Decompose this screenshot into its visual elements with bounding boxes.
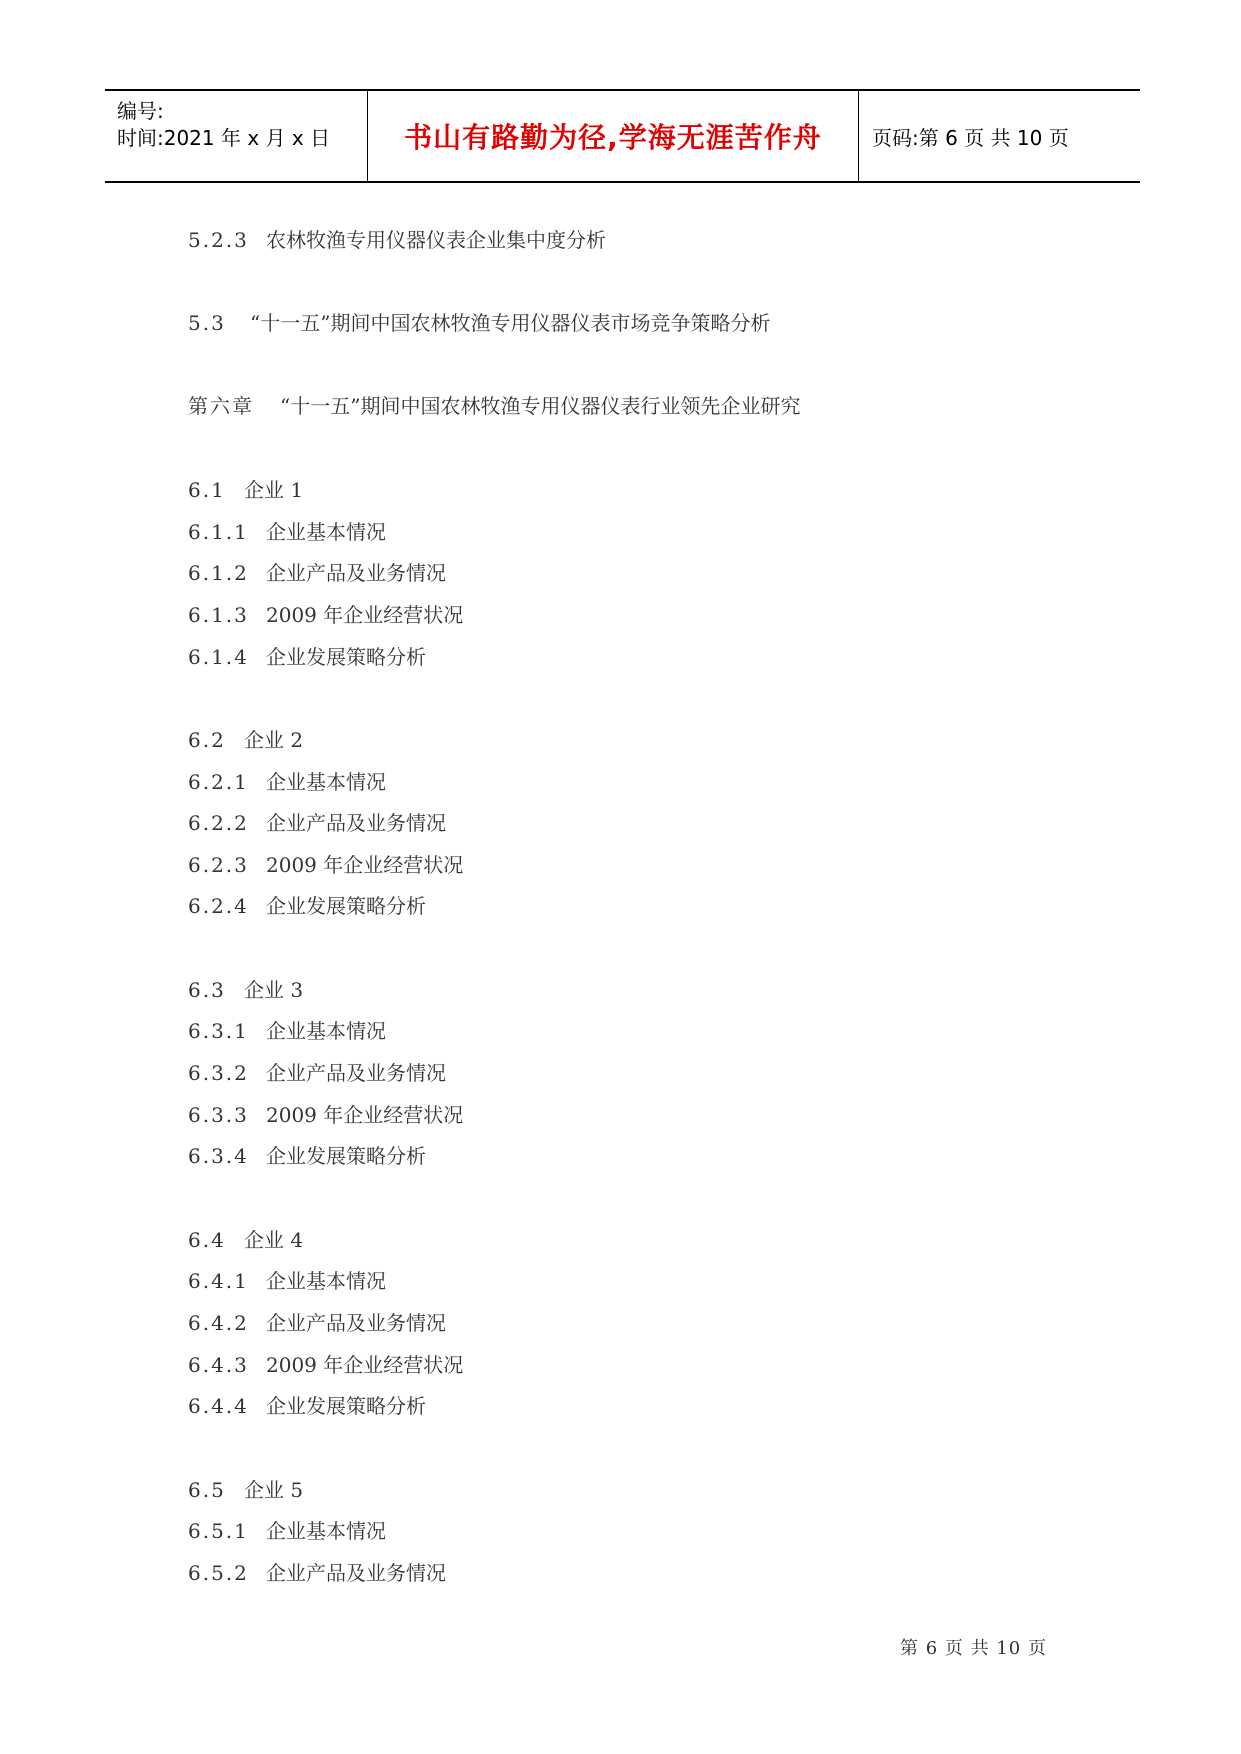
- toc-entry-title: 2009 年企业经营状况: [266, 1103, 464, 1127]
- toc-entry: [188, 1353, 463, 1377]
- toc-entry: [188, 811, 446, 835]
- toc-entry-title: 企业发展策略分析: [266, 645, 426, 669]
- toc-entry-number: 6.4.2: [188, 1311, 249, 1335]
- toc-entry: [188, 520, 386, 544]
- toc-entry-title: 企业产品及业务情况: [266, 1311, 446, 1335]
- toc-entry-number: 5.3: [188, 311, 226, 335]
- toc-entry: [188, 1019, 386, 1043]
- toc-entry-number: 6.2.3: [188, 853, 249, 877]
- header-page-cell: [859, 91, 1140, 181]
- toc-entry-number: 6.5: [188, 1478, 226, 1502]
- toc-entry-number: 6.4.4: [188, 1394, 249, 1418]
- toc-entry-title: 2009 年企业经营状况: [266, 853, 464, 877]
- toc-entry-title: 农林牧渔专用仪器仪表企业集中度分析: [266, 228, 606, 252]
- toc-entry-number: 6.1.4: [188, 645, 249, 669]
- toc-entry-title: 企业产品及业务情况: [266, 811, 446, 835]
- toc-entry: [188, 1519, 386, 1543]
- toc-entry: [188, 1561, 446, 1585]
- toc-entry: [188, 1061, 446, 1085]
- toc-entry-title: 企业产品及业务情况: [266, 1061, 446, 1085]
- toc-entry-number: 6.2: [188, 728, 226, 752]
- toc-entry: [188, 894, 426, 918]
- header-info-cell: [105, 91, 368, 181]
- toc-entry: [188, 1144, 426, 1168]
- toc-entry: [188, 311, 770, 335]
- motto-text: 书山有路勤为径,学海无涯苦作舟: [404, 121, 822, 154]
- header-table: [105, 89, 1140, 183]
- toc-entry: [188, 561, 446, 585]
- toc-entry-number: 6.1.3: [188, 603, 249, 627]
- toc-entry-title: 2009 年企业经营状况: [266, 1353, 464, 1377]
- toc-entry-number: 6.2.2: [188, 811, 249, 835]
- toc-entry: [188, 1103, 463, 1127]
- toc-entry-title: 企业 3: [244, 978, 304, 1002]
- toc-entry-title: 企业产品及业务情况: [266, 561, 446, 585]
- toc-entry: [188, 228, 606, 252]
- toc-entry-number: 6.1.1: [188, 520, 249, 544]
- time-label: 时间:2021 年 x 月 x 日: [117, 126, 331, 150]
- toc-entry-number: 第六章: [188, 394, 254, 418]
- toc-entry-number: 6.4.3: [188, 1353, 249, 1377]
- toc-entry: [188, 394, 800, 418]
- toc-entry-number: 6.5.2: [188, 1561, 249, 1585]
- toc-entry-number: 6.4: [188, 1228, 226, 1252]
- toc-entry: [188, 853, 463, 877]
- toc-entry-number: 6.2.4: [188, 894, 249, 918]
- toc-entry-number: 6.1: [188, 478, 226, 502]
- toc-entry-title: 企业 2: [244, 728, 304, 752]
- toc-entry-number: 6.3.2: [188, 1061, 249, 1085]
- toc-entry-number: 6.3.3: [188, 1103, 249, 1127]
- toc-entry: [188, 478, 303, 502]
- toc-entry-number: 6.3: [188, 978, 226, 1002]
- toc-entry: [188, 603, 463, 627]
- toc-entry-title: 企业发展策略分析: [266, 1144, 426, 1168]
- toc-entry: [188, 770, 386, 794]
- toc-entry-title: 企业基本情况: [266, 1269, 386, 1293]
- page-code: 页码:第 6 页 共 10 页: [872, 125, 1069, 150]
- toc-entry: [188, 1478, 303, 1502]
- toc-entry-number: 6.5.1: [188, 1519, 249, 1543]
- toc-entry-title: 企业 4: [244, 1228, 304, 1252]
- toc-entry-title: 企业基本情况: [266, 770, 386, 794]
- toc-entry-title: 企业基本情况: [266, 1519, 386, 1543]
- toc-entry-title: “十一五”期间中国农林牧渔专用仪器仪表市场竞争策略分析: [250, 311, 771, 335]
- toc-entry: [188, 1311, 446, 1335]
- toc-entry-title: 企业 1: [244, 478, 304, 502]
- toc-entry-number: 6.4.1: [188, 1269, 249, 1293]
- header-motto-cell: [368, 91, 859, 181]
- toc-entry: [188, 1269, 386, 1293]
- toc-entry: [188, 1228, 303, 1252]
- toc-entry-title: 企业基本情况: [266, 520, 386, 544]
- toc-entry-number: 5.2.3: [188, 228, 249, 252]
- toc-entry-title: 企业发展策略分析: [266, 1394, 426, 1418]
- serial-label: 编号:: [117, 99, 164, 123]
- toc-entry-title: 2009 年企业经营状况: [266, 603, 464, 627]
- toc-entry: [188, 978, 303, 1002]
- toc-entry-title: 企业产品及业务情况: [266, 1561, 446, 1585]
- toc-entry-number: 6.2.1: [188, 770, 249, 794]
- toc-entry-title: 企业基本情况: [266, 1019, 386, 1043]
- toc-entry-title: 企业 5: [244, 1478, 304, 1502]
- toc-entry: [188, 645, 426, 669]
- toc-entry-number: 6.3.1: [188, 1019, 249, 1043]
- page-footer: 第 6 页 共 10 页: [900, 1638, 1047, 1659]
- toc-entry-number: 6.1.2: [188, 561, 249, 585]
- toc-entry-title: 企业发展策略分析: [266, 894, 426, 918]
- toc-entry: [188, 1394, 426, 1418]
- toc-entry-number: 6.3.4: [188, 1144, 249, 1168]
- toc-entry-title: “十一五”期间中国农林牧渔专用仪器仪表行业领先企业研究: [280, 394, 801, 418]
- toc-entry: [188, 728, 303, 752]
